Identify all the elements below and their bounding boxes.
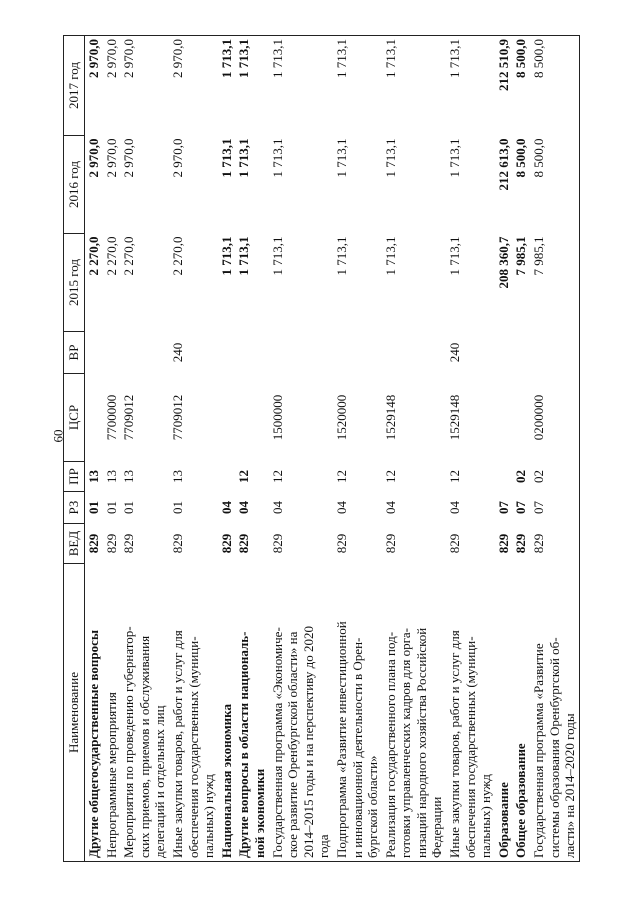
amount-2016: 2 970,0 bbox=[169, 138, 185, 178]
rz-code: 07 bbox=[495, 501, 511, 514]
csr-code: 1529148 bbox=[382, 394, 398, 441]
amount-2016: 2 970,0 bbox=[121, 138, 137, 178]
csr-code: 7709012 bbox=[121, 394, 137, 441]
amount-2017: 8 500,0 bbox=[512, 36, 530, 136]
vr-code bbox=[218, 332, 236, 374]
amount-2016: 1 713,1 bbox=[269, 138, 285, 178]
pr-code: 02 bbox=[530, 462, 579, 492]
table-row bbox=[103, 36, 121, 862]
row-name: Мероприятия по проведению губернатор- ских приемов, приемов и обслуживания делегаций и отдельных лиц bbox=[120, 564, 169, 862]
header-name: Наименование bbox=[64, 564, 85, 862]
header-vr: ВР bbox=[64, 332, 85, 374]
rz-code: 07 bbox=[530, 492, 579, 524]
rz-code: 04 bbox=[236, 501, 252, 514]
amount-2015: 1 713,1 bbox=[382, 236, 398, 276]
ved-code: 829 bbox=[382, 533, 398, 554]
row-name: Реализация государственного плана под- готовки управленческих кадров для орга- низаций народного хозяйства Российской Федерации bbox=[382, 564, 446, 862]
vr-code: 240 bbox=[447, 342, 463, 363]
rz-code: 01 bbox=[86, 501, 101, 514]
rz-code: 01 bbox=[169, 501, 185, 514]
row-name: Подпрограмма «Развитие инвестиционной и инновационной деятельности в Орен- бургской области» bbox=[333, 564, 382, 862]
vr-code bbox=[103, 332, 121, 374]
csr-code: 7709012 bbox=[169, 394, 185, 441]
ved-code: 829 bbox=[269, 533, 285, 554]
amount-2015: 2 270,0 bbox=[86, 236, 101, 276]
csr-code bbox=[85, 374, 103, 462]
table-row bbox=[218, 36, 236, 862]
rz-code: 01 bbox=[121, 501, 137, 514]
header-pr: ПР bbox=[64, 462, 85, 492]
pr-code: 12 bbox=[236, 470, 252, 483]
amount-2015: 1 713,1 bbox=[333, 236, 349, 276]
amount-2016: 2 970,0 bbox=[103, 138, 119, 178]
rz-code: 04 bbox=[447, 501, 463, 514]
rz-code: 01 bbox=[103, 501, 119, 514]
table-row bbox=[85, 36, 103, 862]
ved-code: 829 bbox=[236, 533, 252, 554]
table-row bbox=[235, 36, 268, 862]
rz-code: 07 bbox=[513, 501, 529, 514]
pr-code: 12 bbox=[382, 470, 398, 483]
rz-code: 04 bbox=[333, 501, 349, 514]
pr-code: 12 bbox=[447, 470, 463, 483]
row-name: Национальная экономика bbox=[218, 564, 236, 862]
table-row bbox=[169, 36, 218, 862]
header-rz: РЗ bbox=[64, 492, 85, 524]
amount-2015: 1 713,1 bbox=[447, 236, 463, 276]
csr-code: 1520000 bbox=[333, 394, 349, 441]
header-csr: ЦСР bbox=[64, 374, 85, 462]
amount-2017: 1 713,1 bbox=[218, 36, 236, 136]
rz-code: 04 bbox=[218, 501, 234, 514]
csr-code bbox=[218, 374, 236, 462]
table-row bbox=[120, 36, 169, 862]
amount-2015: 208 360,7 bbox=[495, 236, 511, 289]
vr-code bbox=[85, 332, 103, 374]
ved-code: 829 bbox=[513, 533, 529, 554]
rz-code: 04 bbox=[269, 501, 285, 514]
pr-code: 02 bbox=[513, 470, 529, 483]
amount-2016: 1 713,1 bbox=[447, 138, 463, 178]
row-name: Государственная программа «Экономиче- ское развитие Оренбургской области» на 2014–2015 годы и на перспективу до 2020 года bbox=[269, 564, 333, 862]
row-name: Образование bbox=[495, 564, 513, 862]
row-name: Другие общегосударственные вопросы bbox=[85, 564, 103, 862]
vr-code bbox=[269, 332, 333, 374]
amount-2017: 2 970,0 bbox=[120, 36, 169, 136]
vr-code bbox=[495, 332, 513, 374]
amount-2015: 1 713,1 bbox=[269, 236, 285, 276]
amount-2016: 2 970,0 bbox=[86, 138, 101, 178]
ved-code: 829 bbox=[103, 533, 119, 554]
ved-code: 829 bbox=[169, 533, 185, 554]
amount-2017: 1 713,1 bbox=[446, 36, 495, 136]
header-2017: 2017 год bbox=[64, 36, 85, 136]
rz-code: 04 bbox=[382, 501, 398, 514]
table-header-row bbox=[64, 36, 85, 862]
amount-2016: 1 713,1 bbox=[333, 138, 349, 178]
amount-2016: 1 713,1 bbox=[382, 138, 398, 178]
amount-2017: 1 713,1 bbox=[269, 36, 333, 136]
amount-2015: 7 985,1 bbox=[530, 234, 579, 332]
csr-code: 1529148 bbox=[447, 394, 463, 441]
pr-code bbox=[218, 462, 236, 492]
amount-2015: 1 713,1 bbox=[218, 236, 234, 276]
amount-2016: 212 613,0 bbox=[495, 138, 511, 191]
table-row bbox=[333, 36, 382, 862]
ved-code: 829 bbox=[86, 533, 101, 554]
header-2015: 2015 год bbox=[64, 234, 85, 332]
header-2016: 2016 год bbox=[64, 136, 85, 234]
csr-code: 0200000 bbox=[530, 374, 579, 462]
amount-2015: 7 985,1 bbox=[513, 236, 529, 276]
header-ved: ВЕД bbox=[64, 524, 85, 564]
amount-2015: 2 270,0 bbox=[169, 236, 185, 276]
table-row bbox=[382, 36, 446, 862]
pr-code: 13 bbox=[121, 470, 137, 483]
amount-2016: 8 500,0 bbox=[530, 136, 579, 234]
amount-2017: 2 970,0 bbox=[169, 36, 218, 136]
amount-2016: 1 713,1 bbox=[236, 138, 252, 178]
pr-code bbox=[495, 462, 513, 492]
amount-2015: 2 270,0 bbox=[103, 236, 119, 276]
ved-code: 829 bbox=[333, 533, 349, 554]
amount-2017: 1 713,1 bbox=[235, 36, 268, 136]
vr-code bbox=[530, 332, 579, 374]
amount-2015: 2 270,0 bbox=[121, 236, 137, 276]
pr-code: 12 bbox=[269, 470, 285, 483]
amount-2017: 212 510,9 bbox=[495, 36, 513, 136]
pr-code: 13 bbox=[86, 470, 101, 483]
amount-2016: 8 500,0 bbox=[513, 138, 529, 178]
amount-2017: 1 713,1 bbox=[333, 36, 382, 136]
table-row bbox=[512, 36, 530, 862]
ved-code: 829 bbox=[447, 533, 463, 554]
rotated-page-content bbox=[63, 36, 591, 862]
ved-code: 829 bbox=[495, 533, 511, 554]
row-name: Иные закупки товаров, работ и услуг для обеспечения государственных (муници- пальных) нужд bbox=[169, 564, 218, 862]
csr-code bbox=[512, 374, 530, 462]
vr-code bbox=[120, 332, 169, 374]
page-number: 60 bbox=[50, 429, 66, 443]
amount-2017: 2 970,0 bbox=[103, 36, 121, 136]
row-name: Другие вопросы в области националь- ной экономики bbox=[235, 564, 268, 862]
row-name: Иные закупки товаров, работ и услуг для обеспечения государственных (муници- пальных) нужд bbox=[446, 564, 495, 862]
vr-code bbox=[333, 332, 382, 374]
ved-code: 829 bbox=[218, 533, 234, 554]
row-name: Общее образование bbox=[512, 564, 530, 862]
vr-code bbox=[512, 332, 530, 374]
table-row bbox=[269, 36, 333, 862]
csr-code bbox=[495, 374, 513, 462]
vr-code bbox=[382, 332, 446, 374]
ved-code: 829 bbox=[121, 533, 137, 554]
amount-2017: 1 713,1 bbox=[382, 36, 446, 136]
pr-code: 13 bbox=[169, 470, 185, 483]
vr-code bbox=[235, 332, 268, 374]
ved-code: 829 bbox=[530, 524, 579, 564]
csr-code: 7700000 bbox=[103, 394, 119, 441]
table-row bbox=[530, 36, 579, 862]
vr-code: 240 bbox=[169, 342, 185, 363]
row-name: Непрограммные мероприятия bbox=[103, 564, 121, 862]
amount-2017: 8 500,0 bbox=[530, 36, 579, 136]
pr-code: 13 bbox=[103, 470, 119, 483]
amount-2016: 1 713,1 bbox=[218, 138, 234, 178]
table-row bbox=[446, 36, 495, 862]
amount-2015: 1 713,1 bbox=[236, 236, 252, 276]
table-row bbox=[495, 36, 513, 862]
pr-code: 12 bbox=[333, 470, 349, 483]
csr-code: 1500000 bbox=[269, 394, 285, 441]
csr-code bbox=[235, 374, 268, 462]
row-name: Государственная программа «Развитие системы образования Оренбургской об- ласти» на 2014–2020 годы bbox=[530, 564, 579, 862]
budget-table bbox=[63, 35, 580, 862]
amount-2017: 2 970,0 bbox=[85, 36, 103, 136]
